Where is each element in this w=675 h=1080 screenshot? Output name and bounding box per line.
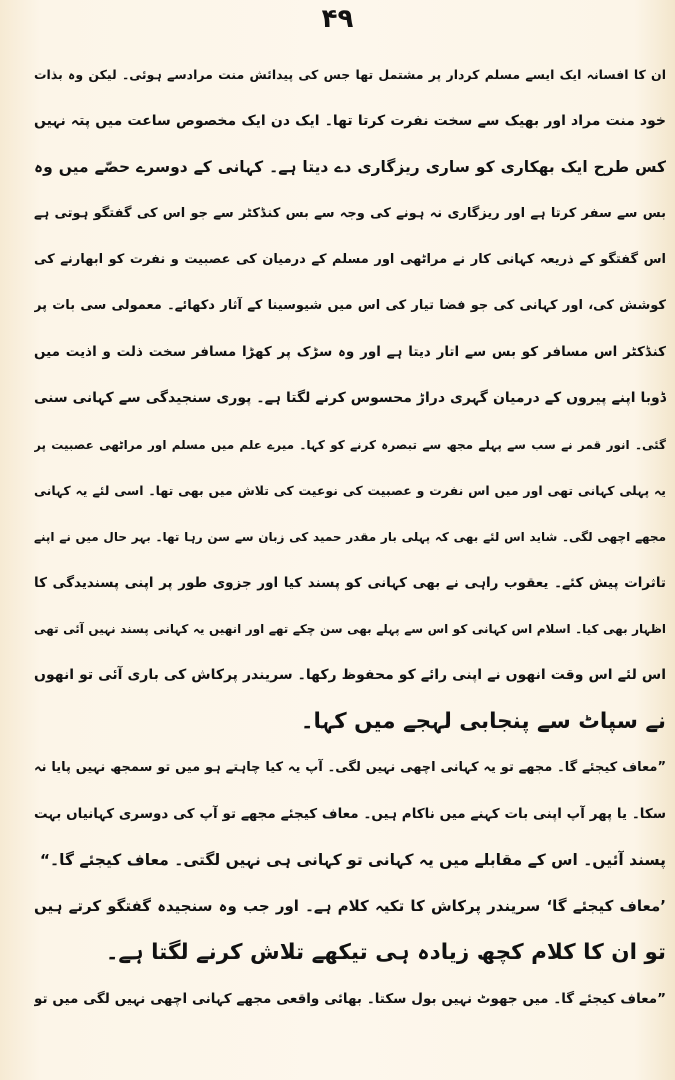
text-line: کوشش کی، اور کہانی کی جو فضا تیار کی اس میں شیوسینا کے آثار دکھائے۔ معمولی سی بات پر bbox=[34, 297, 666, 313]
text-line: پسند آئیں۔ اس کے مقابلے میں یہ کہانی تو کہانی ہی نہیں لگتی۔ معاف کیجئے گا۔“ bbox=[39, 851, 666, 870]
text-line: ان کا افسانہ ایک ایسے مسلم کردار پر مشتمل تھا جس کی پیدائش منت مرادسے ہوئی۔ لیکن وہ بذات bbox=[34, 67, 666, 82]
text-line: خود منت مراد اور بھیک سے سخت نفرت کرتا تھا۔ ایک دن ایک مخصوص ساعت میں پتہ نہیں bbox=[34, 113, 666, 130]
text-line: اظہار بھی کیا۔ اسلام اس کہانی کو اس سے پہلے بھی سن چکے تھے اور انھیں یہ کہانی پسند نہیں آئی تھی bbox=[34, 622, 666, 637]
text-line: تاثرات پیش کئے۔ یعقوب راہی نے بھی کہانی کو پسند کیا اور جزوی طور پر اپنی پسندیدگی کا bbox=[34, 575, 666, 592]
body-text bbox=[34, 52, 666, 1022]
text-line: اس لئے اس وقت انھوں نے اپنی رائے کو محفوظ رکھا۔ سریندر پرکاش کی باری آئی تو انھوں bbox=[34, 667, 666, 684]
text-line: یہ پہلی کہانی تھی اور میں اس نفرت و عصبیت کی نوعیت کی تلاش میں بھی تھا۔ اسی لئے یہ کہانی bbox=[34, 482, 666, 498]
text-line: تو ان کا کلام کچھ زیادہ ہی تیکھے تلاش کرنے لگتا ہے۔ bbox=[105, 939, 666, 965]
text-line: ڈوبا اپنے پیروں کے درمیان گہری دراڑ محسوس کرنے لگتا ہے۔ پوری سنجیدگی سے کہانی سنی bbox=[34, 390, 666, 407]
text-line: کس طرح ایک بھکاری کو ساری ریزگاری دے دیتا ہے۔ کہانی کے دوسرے حصّے میں وہ bbox=[34, 158, 666, 177]
text-line: اس گفتگو کے ذریعہ کہانی کار نے مراٹھی اور مسلم کے درمیان کی عصبیت و نفرت کو ابھارنے کی bbox=[34, 251, 666, 267]
text-line: ”معاف کیجئے گا۔ میں جھوٹ نہیں بول سکتا۔ بھائی واقعی مجھے کہانی اچھی نہیں لگی میں تو bbox=[34, 990, 666, 1007]
text-line: مجھے اچھی لگی۔ شاید اس لئے بھی کہ پہلی بار مقدر حمید کی زبان سے سن رہا تھا۔ بہر حال میں نے اپنے bbox=[34, 529, 666, 544]
text-line: گئی۔ انور قمر نے سب سے پہلے مجھ سے تبصرہ کرنے کو کہا۔ میرے علم میں مسلم اور مراٹھی عصبیت پر bbox=[34, 437, 666, 452]
page-number: ۴۹ bbox=[321, 4, 354, 34]
text-line: بس سے سفر کرتا ہے اور ریزگاری نہ ہونے کی وجہ سے بس کنڈکٹر سے جو اس کی گفتگو ہوتی ہے bbox=[34, 205, 666, 221]
text-line: سکا۔ یا پھر آپ اپنی بات کہنے میں ناکام ہیں۔ معاف کیجئے مجھے تو آپ کی دوسری کہانیاں بہت bbox=[34, 806, 666, 822]
text-line: نے سپاٹ سے پنجابی لہجے میں کہا۔ bbox=[300, 708, 666, 734]
text-line: کنڈکٹر اس مسافر کو بس سے اتار دیتا ہے اور وہ سڑک پر کھڑا مسافر سخت ذلت و اذیت میں bbox=[34, 344, 666, 361]
text-line: ”معاف کیجئے گا۔ مجھے تو یہ کہانی اچھی نہیں لگی۔ آپ یہ کیا چاہتے ہو میں تو سمجھ نہیں پایا نہ bbox=[34, 759, 666, 775]
text-line: ’معاف کیجئے گا‘ سریندر پرکاش کا تکیہ کلام ہے۔ اور جب وہ سنجیدہ گفتگو کرتے ہیں bbox=[34, 897, 666, 916]
